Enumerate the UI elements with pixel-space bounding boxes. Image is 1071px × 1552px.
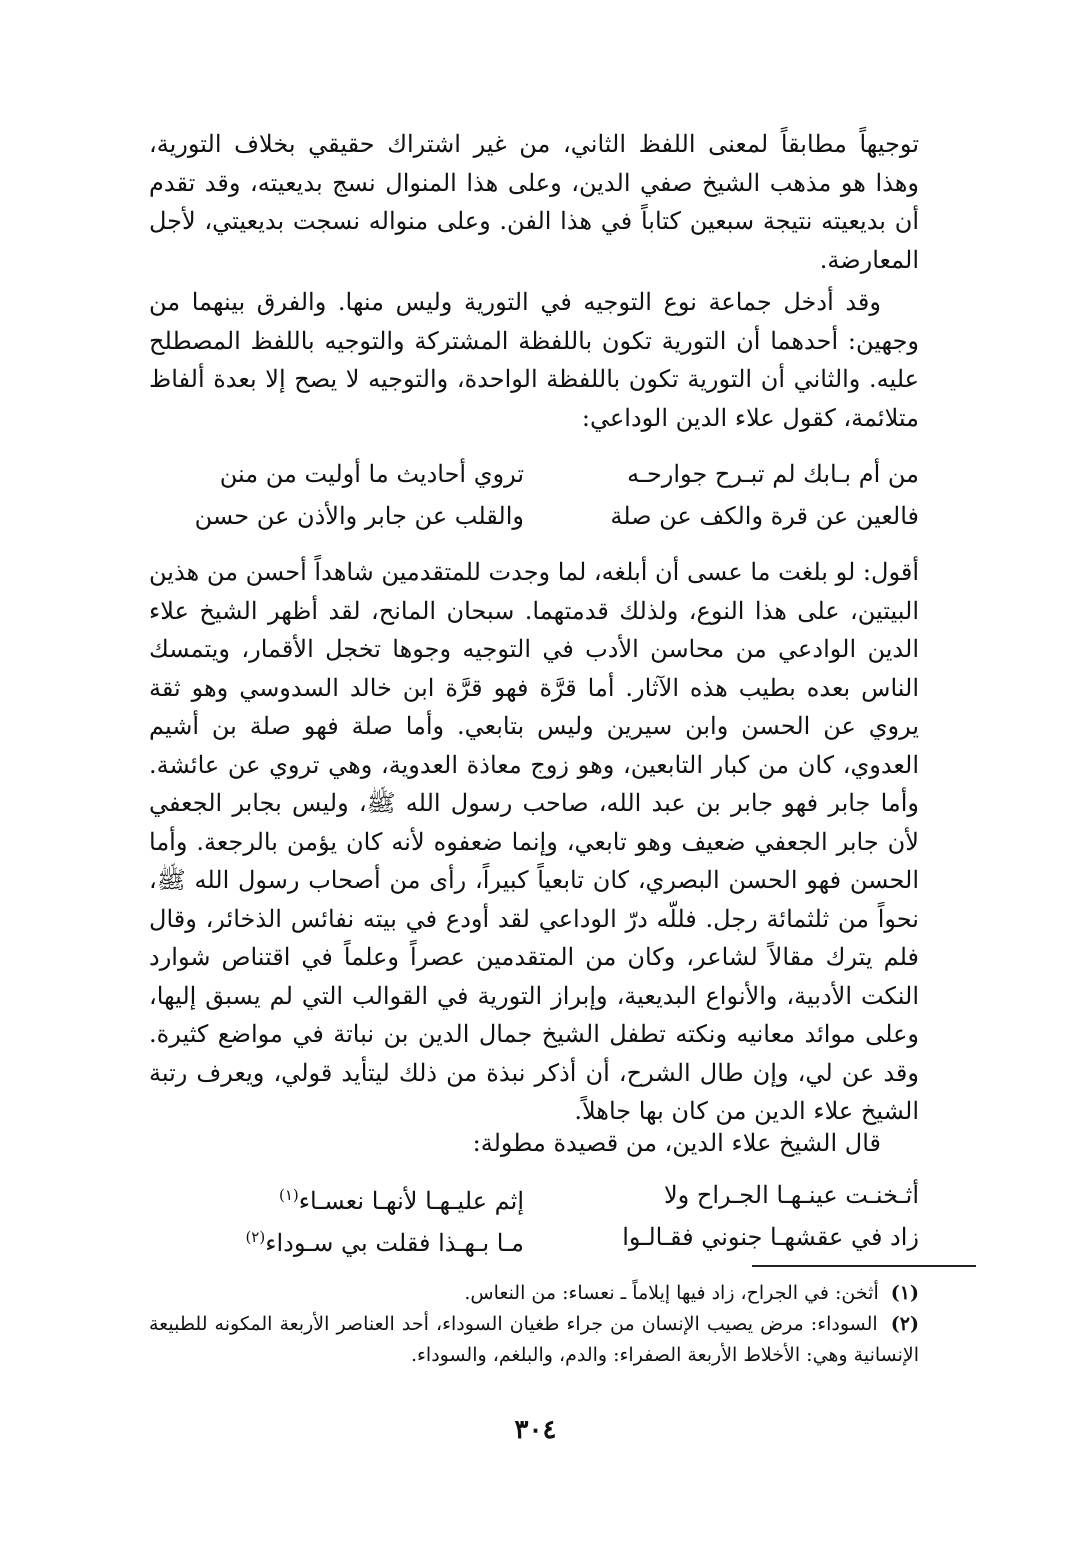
footnotes [149,1278,919,1371]
verse-line-4 [149,1217,919,1257]
footnote-text: أثخن: في الجراح، زاد فيها إيلاماً ـ نعساء: من النعاس. [464,1282,879,1304]
paragraph-4 [149,1124,919,1163]
verse-line-1 [149,454,919,494]
paragraph-3 [149,553,919,1131]
footnote-marker: (١) [278,1186,299,1204]
verse-line-2 [149,496,919,536]
verse-second-hemistich: تروي أحاديث ما أوليت من منن [219,460,524,488]
page-number: ٣٠٤ [514,1415,557,1445]
footnote-2 [149,1309,919,1371]
paragraph-text: أقول: لو بلغت ما عسى أن أبلغه، لما وجدت للمتقدمين شاهداً أحسن من هذين البيتين، على هذا النوع، ولذلك قدمتهما. سبحان المانح، لقد أظهر الشيخ علاء الدين الوادعي من محاسن الأدب في التوجيه وجوها تخجل الأقمار، ويتمسك الناس بعده بطيب هذه الآثار. أما قرَّة فهو قرَّة ابن خالد السدوسي وهو ثقة يروي عن الحسن وابن سيرين وليس بتابعي. وأما صلة فهو صلة بن أشيم العدوي، كان من كبار التابعين، وهو زوج معاذة العدوية، وهي تروي عن عائشة. وأما جابر فهو جابر بن عبد الله، صاحب رسول الله ﷺ، وليس بجابر الجعفي لأن جابر الجعفي ضعيف وهو تابعي، وإنما ضعفوه لأنه كان يؤمن بالرجعة. وأما الحسن فهو الحسن البصري، كان تابعياً كبيراً، رأى من أصحاب رسول الله ﷺ، نحواً من ثلثمائة رجل. فللّه درّ الوداعي لقد أودع في بيته نفائس الذخائر، وقال فلم يترك مقالاً لشاعر، وكان من المتقدمين عصراً وعلماً في اقتناص شوارد النكت الأدبية، والأنواع البديعية، وإبراز التورية في القوالب التي لم يسبق إليها، وعلى موائد معانيه ونكته تطفل الشيخ جمال الدين بن نباتة في مواضع كثيرة. وقد عن لي، وإن طال الشرح، أن أذكر نبذة من ذلك ليتأيد قولي، ويعرف رتبة الشيخ علاء الدين من كان بها جاهلاً. [149,558,920,1125]
verse-second-hemistich [245,1217,524,1263]
footnote-text: السوداء: مرض يصيب الإنسان من جراء طغيان السوداء، أحد العناصر الأربعة المكونه للطبيعة الإنسانية وهي: الأخلاط الأربعة الصفراء: والدم، والبلغم، والسوداء. [149,1313,919,1366]
verse-line-3 [149,1175,919,1215]
footnote-number: (١) [890,1282,919,1304]
verse-text: إثم عليـهـا لأنهـا نعسـاء [298,1187,524,1215]
verse-first-hemistich: فالعين عن قرة والكف عن صلة [610,502,919,530]
footnote-marker: (٢) [245,1228,266,1246]
footnote-1 [149,1278,919,1309]
paragraph-text: توجيهاً مطابقاً لمعنى اللفظ الثاني، من غير اشتراك حقيقي بخلاف التورية، وهذا هو مذهب الشيخ صفي الدين، وعلى هذا المنوال نسج بديعيته، وقد تقدم أن بديعيته نتيجة سبعين كتاباً في هذا الفن. وعلى منواله نسجت بديعيتي، لأجل المعارضة. [149,130,919,274]
paragraph-text: قال الشيخ علاء الدين، من قصيدة مطولة: [472,1129,881,1157]
verse-first-hemistich: زاد في عقشهـا جنوني فقـالـوا [622,1223,919,1251]
verse-text: مـا بـهـذا فقلت بي سـوداء [265,1229,524,1257]
paragraph-1 [149,125,919,279]
footnote-number: (٢) [890,1313,919,1335]
paragraph-2 [149,283,919,437]
verse-second-hemistich [279,1175,524,1221]
verse-first-hemistich: من أم بـابك لم تبـرح جوارحـه [627,460,919,488]
verse-first-hemistich: أثـخنـت عينـهـا الجـراح ولا [663,1181,919,1209]
paragraph-text: وقد أدخل جماعة نوع التوجيه في التورية وليس منها. والفرق بينهما من وجهين: أحدهما أن التورية تكون باللفظة المشتركة والتوجيه باللفظ المصطلح عليه. والثاني أن التورية تكون باللفظة الواحدة، والتوجيه لا يصح إلا بعدة ألفاظ متلائمة، كقول علاء الدين الوداعي: [149,288,919,432]
verse-second-hemistich: والقلب عن جابر والأذن عن حسن [194,502,524,530]
footnote-divider [752,1265,976,1267]
